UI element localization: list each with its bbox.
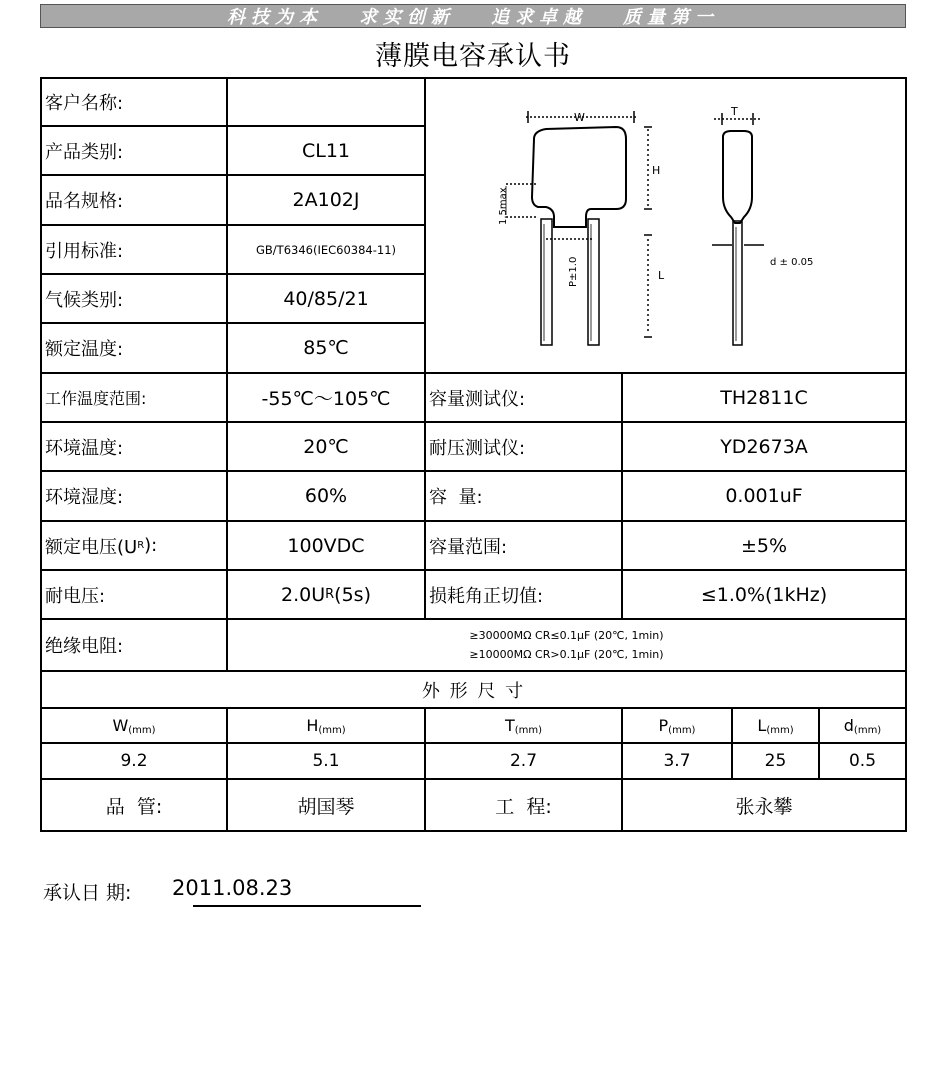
diagram-h-label: H bbox=[652, 164, 661, 177]
dim-header-h-unit: (mm) bbox=[318, 725, 346, 736]
insulation-label: 绝缘电阻: bbox=[45, 636, 124, 657]
rated-voltage-label-end: ): bbox=[144, 535, 158, 556]
dim-header-t-text: T bbox=[504, 716, 515, 735]
dim-value-w: 9.2 bbox=[120, 751, 148, 771]
dim-header-d-text: d bbox=[843, 716, 854, 735]
rated-voltage-label-sub: R bbox=[137, 540, 145, 551]
slogan-1: 科技为本 bbox=[227, 7, 323, 28]
cap-tester-label: 容量测试仪: bbox=[429, 388, 526, 410]
env-humidity-label: 环境湿度: bbox=[45, 487, 124, 508]
dim-header-l-text: L bbox=[757, 716, 767, 735]
diagram-d-label: d ± 0.05 bbox=[770, 257, 814, 268]
approval-date-value: 2011.08.23 bbox=[172, 876, 293, 900]
qc-name: 胡国琴 bbox=[297, 795, 355, 818]
dimensions-title: 外 形 尺 寸 bbox=[421, 680, 526, 702]
rated-voltage-value: 100VDC bbox=[287, 534, 365, 557]
tolerance-value: ±5% bbox=[740, 534, 788, 557]
slogan-3: 追求卓越 bbox=[491, 7, 587, 28]
dim-header-l bbox=[733, 709, 818, 742]
dim-value-p: 3.7 bbox=[663, 751, 691, 771]
cap-tester-value: TH2811C bbox=[720, 386, 808, 409]
standard-label: 引用标准: bbox=[45, 240, 124, 262]
loss-value: ≤1.0%(1kHz) bbox=[700, 583, 828, 606]
volt-tester-label: 耐压测试仪: bbox=[429, 437, 526, 459]
insulation-values bbox=[228, 620, 905, 670]
customer-label: 客户名称: bbox=[45, 93, 124, 114]
dim-header-p bbox=[623, 709, 731, 742]
dim-header-t-unit: (mm) bbox=[514, 725, 543, 736]
document-title: 薄膜电容承认书 bbox=[375, 41, 571, 72]
capacity-value: 0.001uF bbox=[725, 485, 803, 507]
withstand-value-a: 2.0U bbox=[281, 583, 326, 606]
qc-label: 品 管: bbox=[105, 795, 163, 818]
insulation-line-1: ≥30000MΩ CR≤0.1μF (20℃, 1min) bbox=[469, 629, 664, 642]
approval-date-label: 承认日 期: bbox=[43, 882, 132, 904]
dim-header-d bbox=[820, 709, 905, 742]
climate-label: 气候类别: bbox=[45, 289, 124, 311]
slogan-banner bbox=[40, 4, 906, 28]
tolerance-label: 容量范围: bbox=[429, 536, 508, 558]
diagram-t-label: T bbox=[731, 105, 738, 118]
product-type-value: CL11 bbox=[301, 139, 351, 162]
diagram-lead-label: 1.5max bbox=[498, 187, 509, 225]
climate-value: 40/85/21 bbox=[283, 287, 369, 310]
env-temp-label: 环境温度: bbox=[45, 437, 124, 459]
volt-tester-value: YD2673A bbox=[720, 435, 808, 458]
work-temp-value: -55℃～105℃ bbox=[261, 388, 391, 410]
loss-label: 损耗角正切值: bbox=[429, 585, 544, 607]
dim-header-p-unit: (mm) bbox=[668, 725, 696, 736]
dim-header-w bbox=[42, 709, 226, 742]
dim-header-w-text: W bbox=[112, 716, 129, 735]
standard-value: GB/T6346(IEC60384-11) bbox=[256, 242, 396, 257]
insulation-line-2: ≥10000MΩ CR>0.1μF (20℃, 1min) bbox=[469, 648, 664, 661]
dim-value-t: 2.7 bbox=[509, 751, 538, 771]
work-temp-label: 工作温度范围: bbox=[45, 389, 147, 408]
dim-value-h: 5.1 bbox=[312, 751, 340, 771]
dim-header-d-unit: (mm) bbox=[853, 725, 882, 736]
withstand-value-sub: R bbox=[325, 587, 335, 602]
dim-header-h-text: H bbox=[306, 716, 319, 735]
slogan-2: 求实创新 bbox=[359, 7, 455, 28]
dim-header-p-text: P bbox=[658, 716, 669, 735]
engineering-label: 工 程: bbox=[495, 795, 552, 818]
rated-temp-value: 85℃ bbox=[303, 337, 349, 359]
customer-value bbox=[228, 79, 424, 125]
capacitor-dimension-diagram bbox=[426, 79, 905, 372]
withstand-label: 耐电压: bbox=[45, 585, 106, 607]
dim-header-h bbox=[228, 709, 424, 742]
dim-value-l: 25 bbox=[764, 751, 787, 771]
spec-label: 品名规格: bbox=[45, 191, 124, 212]
slogan-4: 质量第一 bbox=[623, 7, 719, 28]
approval-date-underline bbox=[193, 905, 421, 907]
capacity-label: 容 量: bbox=[429, 487, 483, 508]
env-humidity-value: 60% bbox=[304, 485, 348, 507]
diagram-p-label: P±1.0 bbox=[568, 256, 579, 287]
diagram-l-label: L bbox=[658, 269, 665, 282]
dim-header-l-unit: (mm) bbox=[766, 725, 794, 736]
rated-temp-label: 额定温度: bbox=[45, 339, 124, 360]
dim-header-t bbox=[426, 709, 621, 742]
engineering-name: 张永攀 bbox=[735, 795, 793, 818]
withstand-value-b: (5s) bbox=[334, 583, 371, 606]
product-type-label: 产品类别: bbox=[45, 141, 124, 163]
dim-value-d: 0.5 bbox=[848, 751, 877, 771]
approval-table bbox=[40, 77, 907, 832]
env-temp-value: 20℃ bbox=[303, 435, 349, 458]
diagram-w-label: W bbox=[574, 111, 585, 124]
dim-header-w-unit: (mm) bbox=[128, 725, 156, 736]
withstand-value bbox=[228, 571, 424, 618]
rated-voltage-label-text: 额定电压(U bbox=[45, 536, 138, 558]
rated-voltage-label bbox=[42, 522, 226, 569]
spec-value: 2A102J bbox=[292, 189, 360, 211]
